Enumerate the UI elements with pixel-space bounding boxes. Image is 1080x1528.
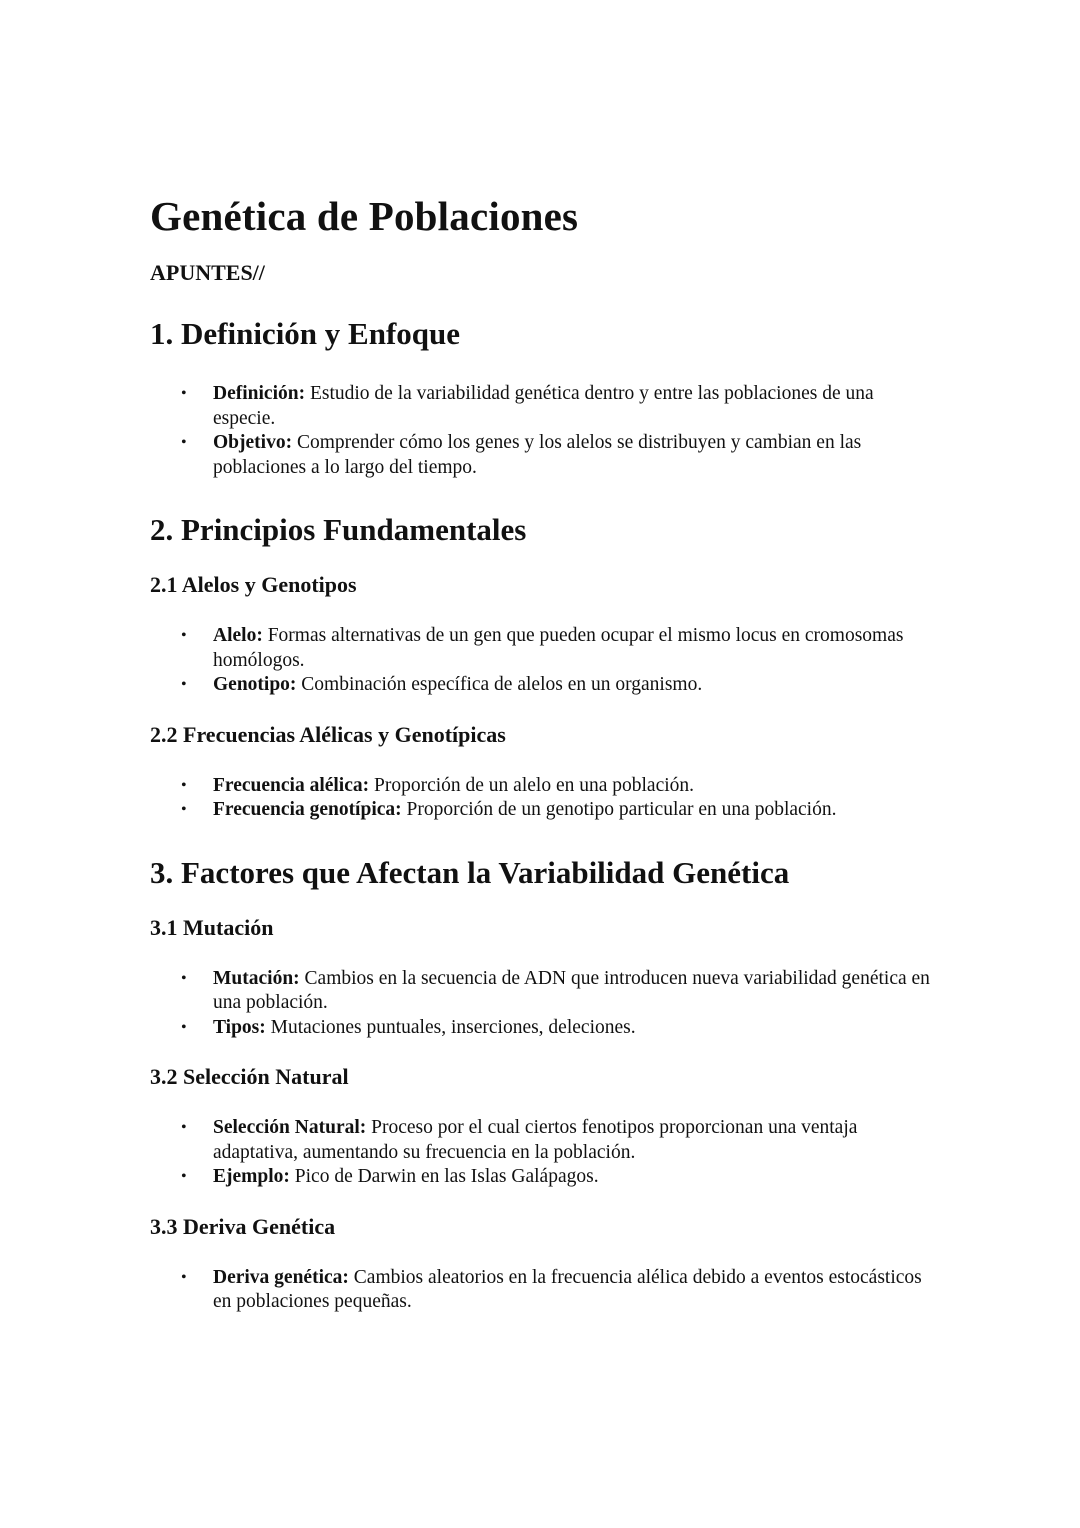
item-term: Definición: [213, 383, 306, 404]
bullet-icon: • [181, 1018, 187, 1036]
page-title: Genética de Poblaciones [150, 193, 579, 239]
bullet-list [150, 1116, 940, 1190]
subsection-heading-deriva: 3.3 Deriva Genética [150, 1213, 336, 1239]
item-term: Tipos: [213, 1016, 266, 1038]
bullet-icon: • [181, 434, 187, 451]
bullet-icon: • [181, 776, 187, 794]
subsection-heading-seleccion: 3.2 Selección Natural [150, 1064, 349, 1089]
bullet-icon: • [181, 801, 187, 818]
list-item [150, 624, 940, 673]
list-item [150, 967, 940, 1016]
list-item [150, 382, 940, 431]
bullet-icon: • [181, 1268, 187, 1286]
bullet-list [150, 382, 940, 480]
section-heading-factores: 3. Factores que Afectan la Variabilidad Genética [150, 854, 790, 890]
bullet-icon: • [181, 1168, 187, 1185]
section-heading-principios: 2. Principios Fundamentales [150, 512, 527, 547]
bullet-list [150, 624, 940, 698]
subsection-heading-frecuencias: 2.2 Frecuencias Alélicas y Genotípicas [150, 721, 506, 747]
bullet-list [150, 967, 940, 1041]
item-term: Frecuencia genotípica: [213, 799, 402, 820]
list-item [150, 1266, 940, 1315]
list-item [150, 774, 940, 799]
list-item [150, 1016, 940, 1041]
bullet-icon: • [181, 385, 187, 402]
subsection-heading-mutacion: 3.1 Mutación [150, 914, 274, 940]
item-term: Mutación: [213, 967, 300, 989]
list-item [150, 431, 940, 480]
document-page [150, 190, 940, 1315]
item-term: Alelo: [213, 625, 263, 646]
bullet-icon: • [181, 969, 187, 987]
item-term: Genotipo: [213, 674, 297, 695]
bullet-list [150, 1266, 940, 1315]
item-term: Deriva genética: [213, 1266, 349, 1288]
item-text: Cambios en la secuencia de ADN que introducen nueva variabilidad genética en una población. [213, 967, 930, 1013]
list-item [150, 798, 940, 823]
list-item [150, 1165, 940, 1190]
item-term: Objetivo: [213, 432, 293, 453]
notes-label: APUNTES// [150, 260, 265, 285]
item-text: Pico de Darwin en las Islas Galápagos. [289, 1166, 599, 1187]
item-text: Cambios aleatorios en la frecuencia alélica debido a eventos estocásticos en poblaciones pequeñas. [213, 1266, 922, 1312]
section-heading-definicion: 1. Definición y Enfoque [150, 316, 461, 351]
bullet-icon: • [181, 1119, 187, 1136]
item-text: Mutaciones puntuales, inserciones, deleciones. [265, 1016, 636, 1038]
bullet-list [150, 774, 940, 823]
bullet-icon: • [181, 627, 187, 644]
item-text: Proceso por el cual ciertos fenotipos proporcionan una ventaja adaptativa, aumentando su frecuencia en la población. [213, 1117, 858, 1163]
item-text: Comprender cómo los genes y los alelos se distribuyen y cambian en las poblaciones a lo largo del tiempo. [213, 432, 862, 478]
item-term: Frecuencia alélica: [213, 774, 370, 796]
item-text: Estudio de la variabilidad genética dentro y entre las poblaciones de una especie. [213, 383, 874, 429]
item-text: Formas alternativas de un gen que pueden ocupar el mismo locus en cromosomas homólogos. [213, 625, 904, 671]
item-text: Combinación específica de alelos en un organismo. [296, 674, 703, 695]
item-term: Ejemplo: [213, 1166, 290, 1187]
item-text: Proporción de un genotipo particular en una población. [401, 799, 837, 820]
list-item [150, 1116, 940, 1165]
item-term: Selección Natural: [213, 1117, 367, 1138]
subsection-heading-alelos: 2.1 Alelos y Genotipos [150, 572, 357, 597]
bullet-icon: • [181, 676, 187, 693]
item-text: Proporción de un alelo en una población. [369, 774, 695, 796]
list-item [150, 673, 940, 698]
